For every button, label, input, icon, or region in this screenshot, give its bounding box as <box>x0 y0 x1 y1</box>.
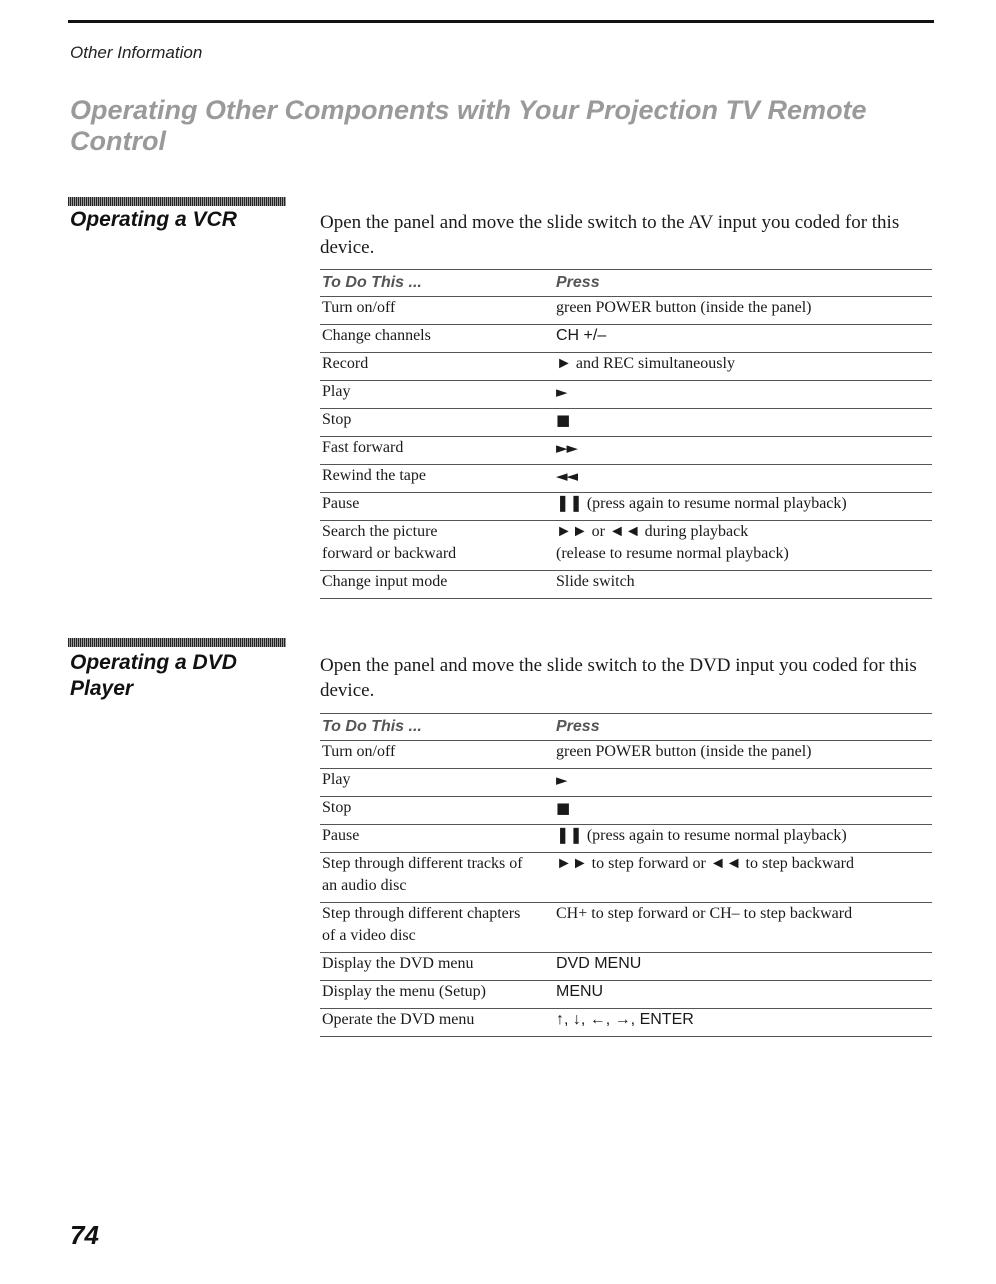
section-divider <box>68 197 286 206</box>
vcr-heading: Operating a VCR <box>70 208 237 231</box>
row-press: ❚❚ (press again to resume normal playback) <box>554 825 932 853</box>
row-action: Pause <box>320 825 554 853</box>
table-row <box>320 741 932 769</box>
row-press-line1: ►► or ◄◄ during playback <box>556 523 749 540</box>
dvd-heading <box>70 650 237 702</box>
row-action: Turn on/off <box>320 741 554 769</box>
table-row <box>320 381 932 409</box>
stop-icon: ■ <box>554 797 932 825</box>
col-header-todo: To Do This ... <box>320 714 554 741</box>
row-action-line2: an audio disc <box>322 877 407 894</box>
page-number: 74 <box>70 1220 99 1250</box>
rewind-icon: ◄◄ <box>554 465 932 493</box>
section-divider <box>68 638 286 647</box>
vcr-intro: Open the panel and move the slide switch to the AV input you coded for this device. <box>320 212 900 258</box>
row-action: Operate the DVD menu <box>320 1009 554 1037</box>
dvd-heading-line2: Player <box>70 677 134 700</box>
row-press-line2: (release to resume normal playback) <box>556 545 789 562</box>
row-press: CH +/– <box>554 325 932 353</box>
row-action: Play <box>320 381 554 409</box>
row-action: Rewind the tape <box>320 465 554 493</box>
stop-icon: ■ <box>554 409 932 437</box>
row-press: ↑, ↓, ←, →, ENTER <box>554 1009 932 1037</box>
dvd-intro: Open the panel and move the slide switch to the DVD input you coded for this device. <box>320 655 917 701</box>
row-press <box>554 521 932 571</box>
table-row <box>320 797 932 825</box>
table-row <box>320 409 932 437</box>
dvd-table <box>320 713 932 1037</box>
col-header-todo: To Do This ... <box>320 270 554 297</box>
row-action: Fast forward <box>320 437 554 465</box>
row-press: green POWER button (inside the panel) <box>554 297 932 325</box>
table-row <box>320 465 932 493</box>
row-action <box>320 521 554 571</box>
table-row <box>320 825 932 853</box>
row-action: Turn on/off <box>320 297 554 325</box>
table-row <box>320 1009 932 1037</box>
row-action-line2: of a video disc <box>322 927 416 944</box>
table-row <box>320 769 932 797</box>
table-row <box>320 853 932 903</box>
table-row <box>320 903 932 953</box>
row-press: CH+ to step forward or CH– to step backward <box>554 903 932 953</box>
row-action <box>320 853 554 903</box>
section-label: Other Information <box>70 43 203 62</box>
row-press: DVD MENU <box>554 953 932 981</box>
row-action: Pause <box>320 493 554 521</box>
table-row <box>320 493 932 521</box>
col-header-press: Press <box>554 270 932 297</box>
row-action-line1: Step through different chapters <box>322 905 521 922</box>
table-row <box>320 353 932 381</box>
row-action: Change channels <box>320 325 554 353</box>
top-rule <box>68 20 934 23</box>
table-row <box>320 571 932 599</box>
vcr-table <box>320 269 932 599</box>
row-press: ❚❚ (press again to resume normal playback) <box>554 493 932 521</box>
play-icon: ► <box>554 381 932 409</box>
table-row <box>320 521 932 571</box>
row-action: Stop <box>320 797 554 825</box>
row-press: ►► to step forward or ◄◄ to step backward <box>554 853 932 903</box>
row-action: Play <box>320 769 554 797</box>
table-row <box>320 953 932 981</box>
table-row <box>320 437 932 465</box>
col-header-press: Press <box>554 714 932 741</box>
dvd-heading-line1: Operating a DVD <box>70 651 237 674</box>
fast-forward-icon: ►► <box>554 437 932 465</box>
play-icon: ► <box>554 769 932 797</box>
table-row <box>320 325 932 353</box>
row-action: Display the DVD menu <box>320 953 554 981</box>
row-action-line1: Step through different tracks of <box>322 855 523 872</box>
row-action: Display the menu (Setup) <box>320 981 554 1009</box>
row-press: ► and REC simultaneously <box>554 353 932 381</box>
row-press: Slide switch <box>554 571 932 599</box>
row-action <box>320 903 554 953</box>
row-action: Change input mode <box>320 571 554 599</box>
row-press: MENU <box>554 981 932 1009</box>
table-row <box>320 981 932 1009</box>
row-action-line1: Search the picture <box>322 523 438 540</box>
page-title: Operating Other Components with Your Projection TV Remote Control <box>70 95 867 156</box>
row-press: green POWER button (inside the panel) <box>554 741 932 769</box>
table-row <box>320 297 932 325</box>
row-action: Stop <box>320 409 554 437</box>
row-action-line2: forward or backward <box>322 545 457 562</box>
row-action: Record <box>320 353 554 381</box>
